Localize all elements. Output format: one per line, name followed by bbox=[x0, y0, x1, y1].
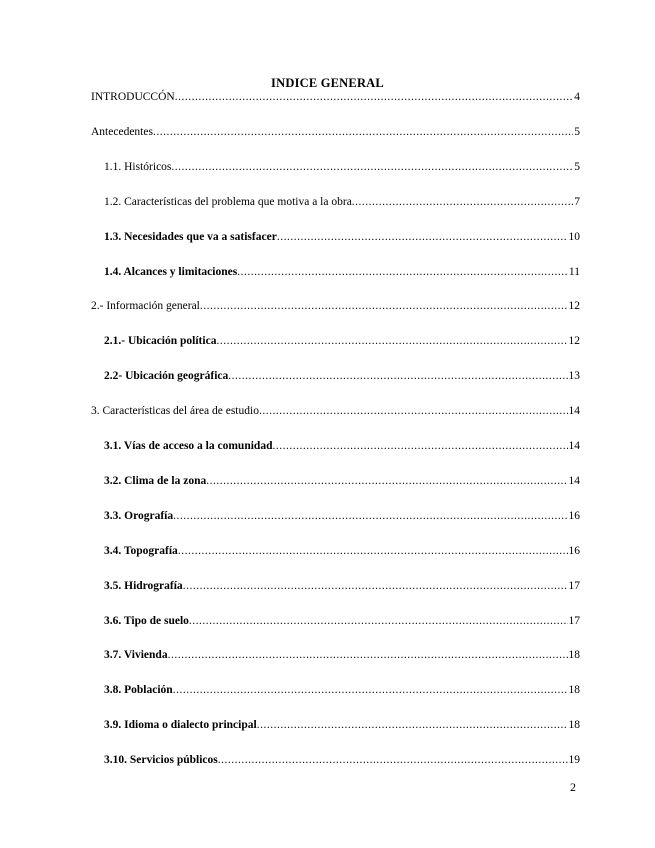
toc-entry[interactable] bbox=[104, 335, 580, 353]
toc-leader-dots bbox=[277, 231, 568, 243]
toc-entry[interactable] bbox=[104, 545, 580, 563]
toc-entry-page: 14 bbox=[568, 405, 580, 418]
toc-entry-label: 1.3. Necesidades que va a satisfacer bbox=[104, 230, 277, 243]
toc-entry-label: 2.- Información general bbox=[91, 300, 200, 313]
toc-entry[interactable] bbox=[104, 196, 580, 214]
toc-entry[interactable] bbox=[91, 126, 580, 144]
toc-entry[interactable] bbox=[91, 91, 580, 109]
toc-entry-page: 4 bbox=[574, 91, 580, 103]
toc-entry-page: 19 bbox=[568, 754, 580, 767]
toc-entry-page: 10 bbox=[568, 230, 580, 243]
toc-entry-label: Antecedentes bbox=[91, 125, 153, 138]
toc-entry[interactable] bbox=[104, 231, 580, 249]
toc-entry-page: 14 bbox=[568, 440, 580, 452]
toc-entry-page: 13 bbox=[568, 370, 580, 383]
toc-entry-page: 17 bbox=[568, 614, 580, 627]
toc-entry-label: 3.10. Servicios públicos bbox=[104, 754, 218, 767]
toc-leader-dots bbox=[259, 405, 568, 417]
toc-entry-label: 3. Características del área de estudio bbox=[91, 405, 259, 418]
toc-leader-dots bbox=[272, 440, 567, 452]
toc-entry-label: 3.7. Vivienda bbox=[104, 649, 168, 662]
toc-leader-dots bbox=[352, 196, 573, 208]
toc-entry-page: 18 bbox=[568, 649, 580, 662]
toc-entry-page: 17 bbox=[568, 579, 580, 592]
toc-entry-label: INTRODUCCÓN bbox=[91, 91, 175, 103]
toc-leader-dots bbox=[237, 266, 568, 278]
toc-entry-label: 3.3. Orografía bbox=[104, 509, 174, 522]
toc-leader-dots bbox=[189, 615, 568, 627]
toc-leader-dots bbox=[178, 545, 568, 557]
toc-entry-page: 18 bbox=[568, 719, 580, 732]
toc-entry-page: 16 bbox=[568, 544, 580, 557]
toc-leader-dots bbox=[153, 126, 573, 138]
toc-entry-label: 3.4. Topografía bbox=[104, 544, 178, 557]
toc-entry[interactable] bbox=[104, 370, 580, 388]
toc-leader-dots bbox=[200, 300, 568, 312]
toc-entry-page: 12 bbox=[568, 335, 580, 348]
toc-entry[interactable] bbox=[104, 475, 580, 493]
toc-entry-page: 5 bbox=[574, 125, 580, 138]
toc-entry[interactable] bbox=[104, 440, 580, 458]
toc-entry-label: 2.1.- Ubicación política bbox=[104, 335, 217, 348]
toc-leader-dots bbox=[173, 510, 567, 522]
toc-entry-label: 3.8. Población bbox=[104, 684, 173, 697]
toc-entry-label: 3.1. Vías de acceso a la comunidad bbox=[104, 440, 273, 452]
toc-entry-label: 3.2. Clima de la zona bbox=[104, 474, 207, 487]
toc-entry-page: 18 bbox=[568, 684, 580, 697]
toc-leader-dots bbox=[216, 335, 567, 347]
toc-entry-label: 3.9. Idioma o dialecto principal bbox=[104, 719, 257, 732]
toc-leader-dots bbox=[171, 161, 573, 173]
toc-leader-dots bbox=[168, 649, 568, 661]
toc-entry-page: 12 bbox=[568, 300, 580, 313]
toc-leader-dots bbox=[218, 754, 568, 766]
page-number: 2 bbox=[570, 780, 576, 794]
toc-entry-page: 11 bbox=[568, 265, 580, 278]
toc-entry-page: 14 bbox=[568, 474, 580, 487]
toc-entry-page: 7 bbox=[574, 195, 580, 208]
toc-entry[interactable] bbox=[104, 684, 580, 702]
toc-leader-dots bbox=[183, 580, 568, 592]
toc-entry[interactable] bbox=[104, 649, 580, 667]
toc-entry-label: 1.1. Históricos bbox=[104, 160, 172, 173]
toc-entry[interactable] bbox=[104, 510, 580, 528]
toc-leader-dots bbox=[257, 719, 568, 731]
toc-leader-dots bbox=[173, 684, 568, 696]
toc-entry-page: 5 bbox=[574, 160, 580, 173]
toc-entry-label: 3.5. Hidrografía bbox=[104, 579, 183, 592]
toc-title: INDICE GENERAL bbox=[271, 76, 384, 90]
toc-entry[interactable] bbox=[104, 161, 580, 179]
toc-entry[interactable] bbox=[104, 580, 580, 598]
toc-entry[interactable] bbox=[91, 405, 580, 423]
toc-leader-dots bbox=[228, 370, 567, 382]
toc-entry-label: 1.2. Características del problema que motiva a la obra bbox=[104, 195, 352, 208]
toc-entry-label: 1.4. Alcances y limitaciones bbox=[104, 265, 238, 278]
toc-entry[interactable] bbox=[104, 754, 580, 772]
toc-leader-dots bbox=[206, 475, 567, 487]
toc-entry-label: 2.2- Ubicación geográfica bbox=[104, 370, 229, 383]
toc-entry-page: 16 bbox=[568, 509, 580, 522]
toc-entry[interactable] bbox=[104, 615, 580, 633]
toc-entry[interactable] bbox=[104, 266, 580, 284]
toc-entry-label: 3.6. Tipo de suelo bbox=[104, 614, 189, 627]
toc-entry[interactable] bbox=[91, 300, 580, 318]
toc-entry[interactable] bbox=[104, 719, 580, 737]
toc-leader-dots bbox=[175, 91, 574, 103]
